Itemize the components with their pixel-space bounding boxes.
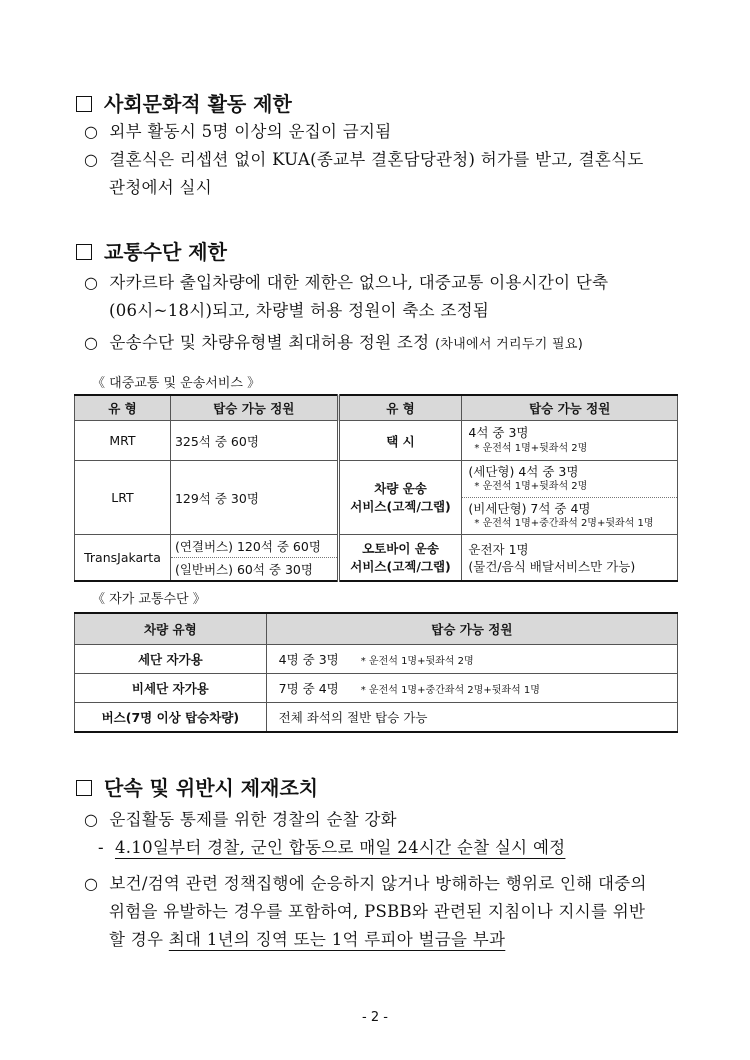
type-line: 오토바이 운송 [362, 540, 439, 556]
type-cell [338, 535, 462, 582]
capacity-cell [170, 535, 338, 582]
section-2-heading [76, 236, 227, 265]
capacity-cell [462, 461, 678, 535]
capacity-text: (일반버스) 60석 중 30명 [174, 562, 313, 577]
capacity-text: 운전자 1명 [468, 541, 529, 557]
circle-bullet-icon: ○ [84, 273, 99, 292]
type-line: 서비스(고젝/그랩) [350, 558, 451, 574]
bullet-text: 보건/검역 관련 정책집행에 순응하지 않거나 방해하는 행위로 인해 대중의 [109, 874, 647, 893]
bullet-text-cont: (06시~18시)되고, 차량별 허용 정원이 축소 조정됨 [109, 301, 490, 320]
capacity-note: * 운전석 1명+중간좌석 2명+뒷좌석 1명 [474, 518, 654, 529]
private-transport-table [74, 612, 678, 733]
vehicle-type-cell: 비세단 자가용 [75, 674, 267, 703]
checkbox-square-icon [76, 244, 92, 260]
capacity-note: * 운전석 1명+뒷좌석 2명 [360, 656, 474, 667]
col-header: 유 형 [338, 395, 462, 421]
capacity-text: 7명 중 4명 [278, 681, 339, 696]
type-line: 차량 운송 [374, 480, 427, 496]
circle-bullet-icon: ○ [84, 150, 99, 169]
col-header: 탑승 가능 정원 [170, 395, 338, 421]
capacity-text: (세단형) 4석 중 3명 [468, 464, 579, 479]
section-1-body [84, 118, 684, 202]
type-cell [338, 461, 462, 535]
type-cell: LRT [75, 461, 171, 535]
checkbox-square-icon [76, 780, 92, 796]
capacity-cell [462, 535, 678, 582]
type-cell: MRT [75, 421, 171, 461]
capacity-cell [266, 674, 677, 703]
capacity-note: * 운전석 1명+뒷좌석 2명 [474, 442, 588, 454]
vehicle-type-cell: 버스(7명 이상 탑승차량) [75, 703, 267, 732]
bullet-text: 결혼식은 리셉션 없이 KUA(종교부 결혼담당관청) 허가를 받고, 결혼식도 [109, 150, 644, 169]
circle-bullet-icon: ○ [84, 122, 99, 141]
section-2-body [84, 269, 694, 359]
bullet-text: 외부 활동시 5명 이상의 운집이 금지됨 [109, 122, 392, 141]
underlined-subitem: 4.10일부터 경찰, 군인 합동으로 매일 24시간 순찰 실시 예정 [114, 838, 566, 857]
type-line: 서비스(고젝/그랩) [350, 498, 451, 514]
bullet-text-cont: 할 경우 [109, 930, 169, 949]
section-1-title: 사회문화적 활동 제한 [104, 92, 292, 116]
type-cell: 택 시 [338, 421, 462, 461]
circle-bullet-icon: ○ [84, 874, 99, 893]
capacity-cell [462, 421, 678, 461]
capacity-note: * 운전석 1명+뒷좌석 2명 [474, 481, 588, 492]
capacity-note: * 운전석 1명+중간좌석 2명+뒷좌석 1명 [360, 685, 540, 696]
section-1-heading [76, 88, 292, 117]
table-2-caption: 《 자가 교통수단 》 [92, 592, 206, 607]
bullet-text: 자카르타 출입차량에 대한 제한은 없으나, 대중교통 이용시간이 단축 [109, 273, 609, 292]
capacity-cell: 325석 중 60명 [170, 421, 338, 461]
bullet-text: 운집활동 통제를 위한 경찰의 순찰 강화 [109, 810, 397, 829]
capacity-text: (물건/음식 배달서비스만 가능) [468, 558, 636, 574]
capacity-text: 4명 중 3명 [278, 652, 339, 667]
col-header: 탑승 가능 정원 [266, 613, 677, 645]
capacity-cell [266, 645, 677, 674]
underlined-text: 최대 1년의 징역 또는 1억 루피아 벌금을 부과 [168, 930, 506, 949]
capacity-text: 4석 중 3명 [468, 424, 529, 440]
bullet-text-cont: 위험을 유발하는 경우를 포함하여, PSBB와 관련된 지침이나 지시를 위반 [109, 902, 646, 921]
col-header: 유 형 [75, 395, 171, 421]
col-header: 탑승 가능 정원 [462, 395, 678, 421]
circle-bullet-icon: ○ [84, 810, 99, 829]
capacity-text: (연결버스) 120석 중 60명 [171, 535, 337, 558]
type-cell: TransJakarta [75, 535, 171, 582]
table-1-caption: 《 대중교통 및 운송서비스 》 [92, 376, 261, 391]
page-number: - 2 - [362, 1010, 388, 1025]
capacity-cell: 129석 중 30명 [170, 461, 338, 535]
bullet-text-cont: 관청에서 실시 [109, 178, 212, 197]
circle-bullet-icon: ○ [84, 333, 99, 352]
section-3-body: ○ 운집활동 통제를 위한 경찰의 순찰 강화 - 4.10일부터 경찰, 군인 합동으로 매일 24시간 순찰 실시 예정 ○ 보건/검역 관련 정책집행에 순응하지 않거나 방해하는 행위로 인해 대중의 위험을 유발하는 경우를 포함하여, PSBB와 관련된 지침이나 지시를 위반 할 경우 최대 1년의 징역 또는 1억 루피아 벌금을 부과 [84, 806, 694, 954]
public-transport-table [74, 394, 678, 582]
checkbox-square-icon [76, 96, 92, 112]
col-header: 차량 유형 [75, 613, 267, 645]
bullet-text: 운송수단 및 차량유형별 최대허용 정원 조정 [109, 333, 430, 352]
capacity-cell: 전체 좌석의 절반 탑승 가능 [266, 703, 677, 732]
bullet-note: (차내에서 거리두기 필요) [434, 337, 584, 352]
section-3-title: 단속 및 위반시 제재조치 [104, 776, 319, 800]
capacity-text: (비세단형) 7석 중 4명 [468, 501, 591, 516]
vehicle-type-cell: 세단 자가용 [75, 645, 267, 674]
section-3-heading [76, 772, 318, 801]
section-2-title: 교통수단 제한 [104, 240, 227, 264]
